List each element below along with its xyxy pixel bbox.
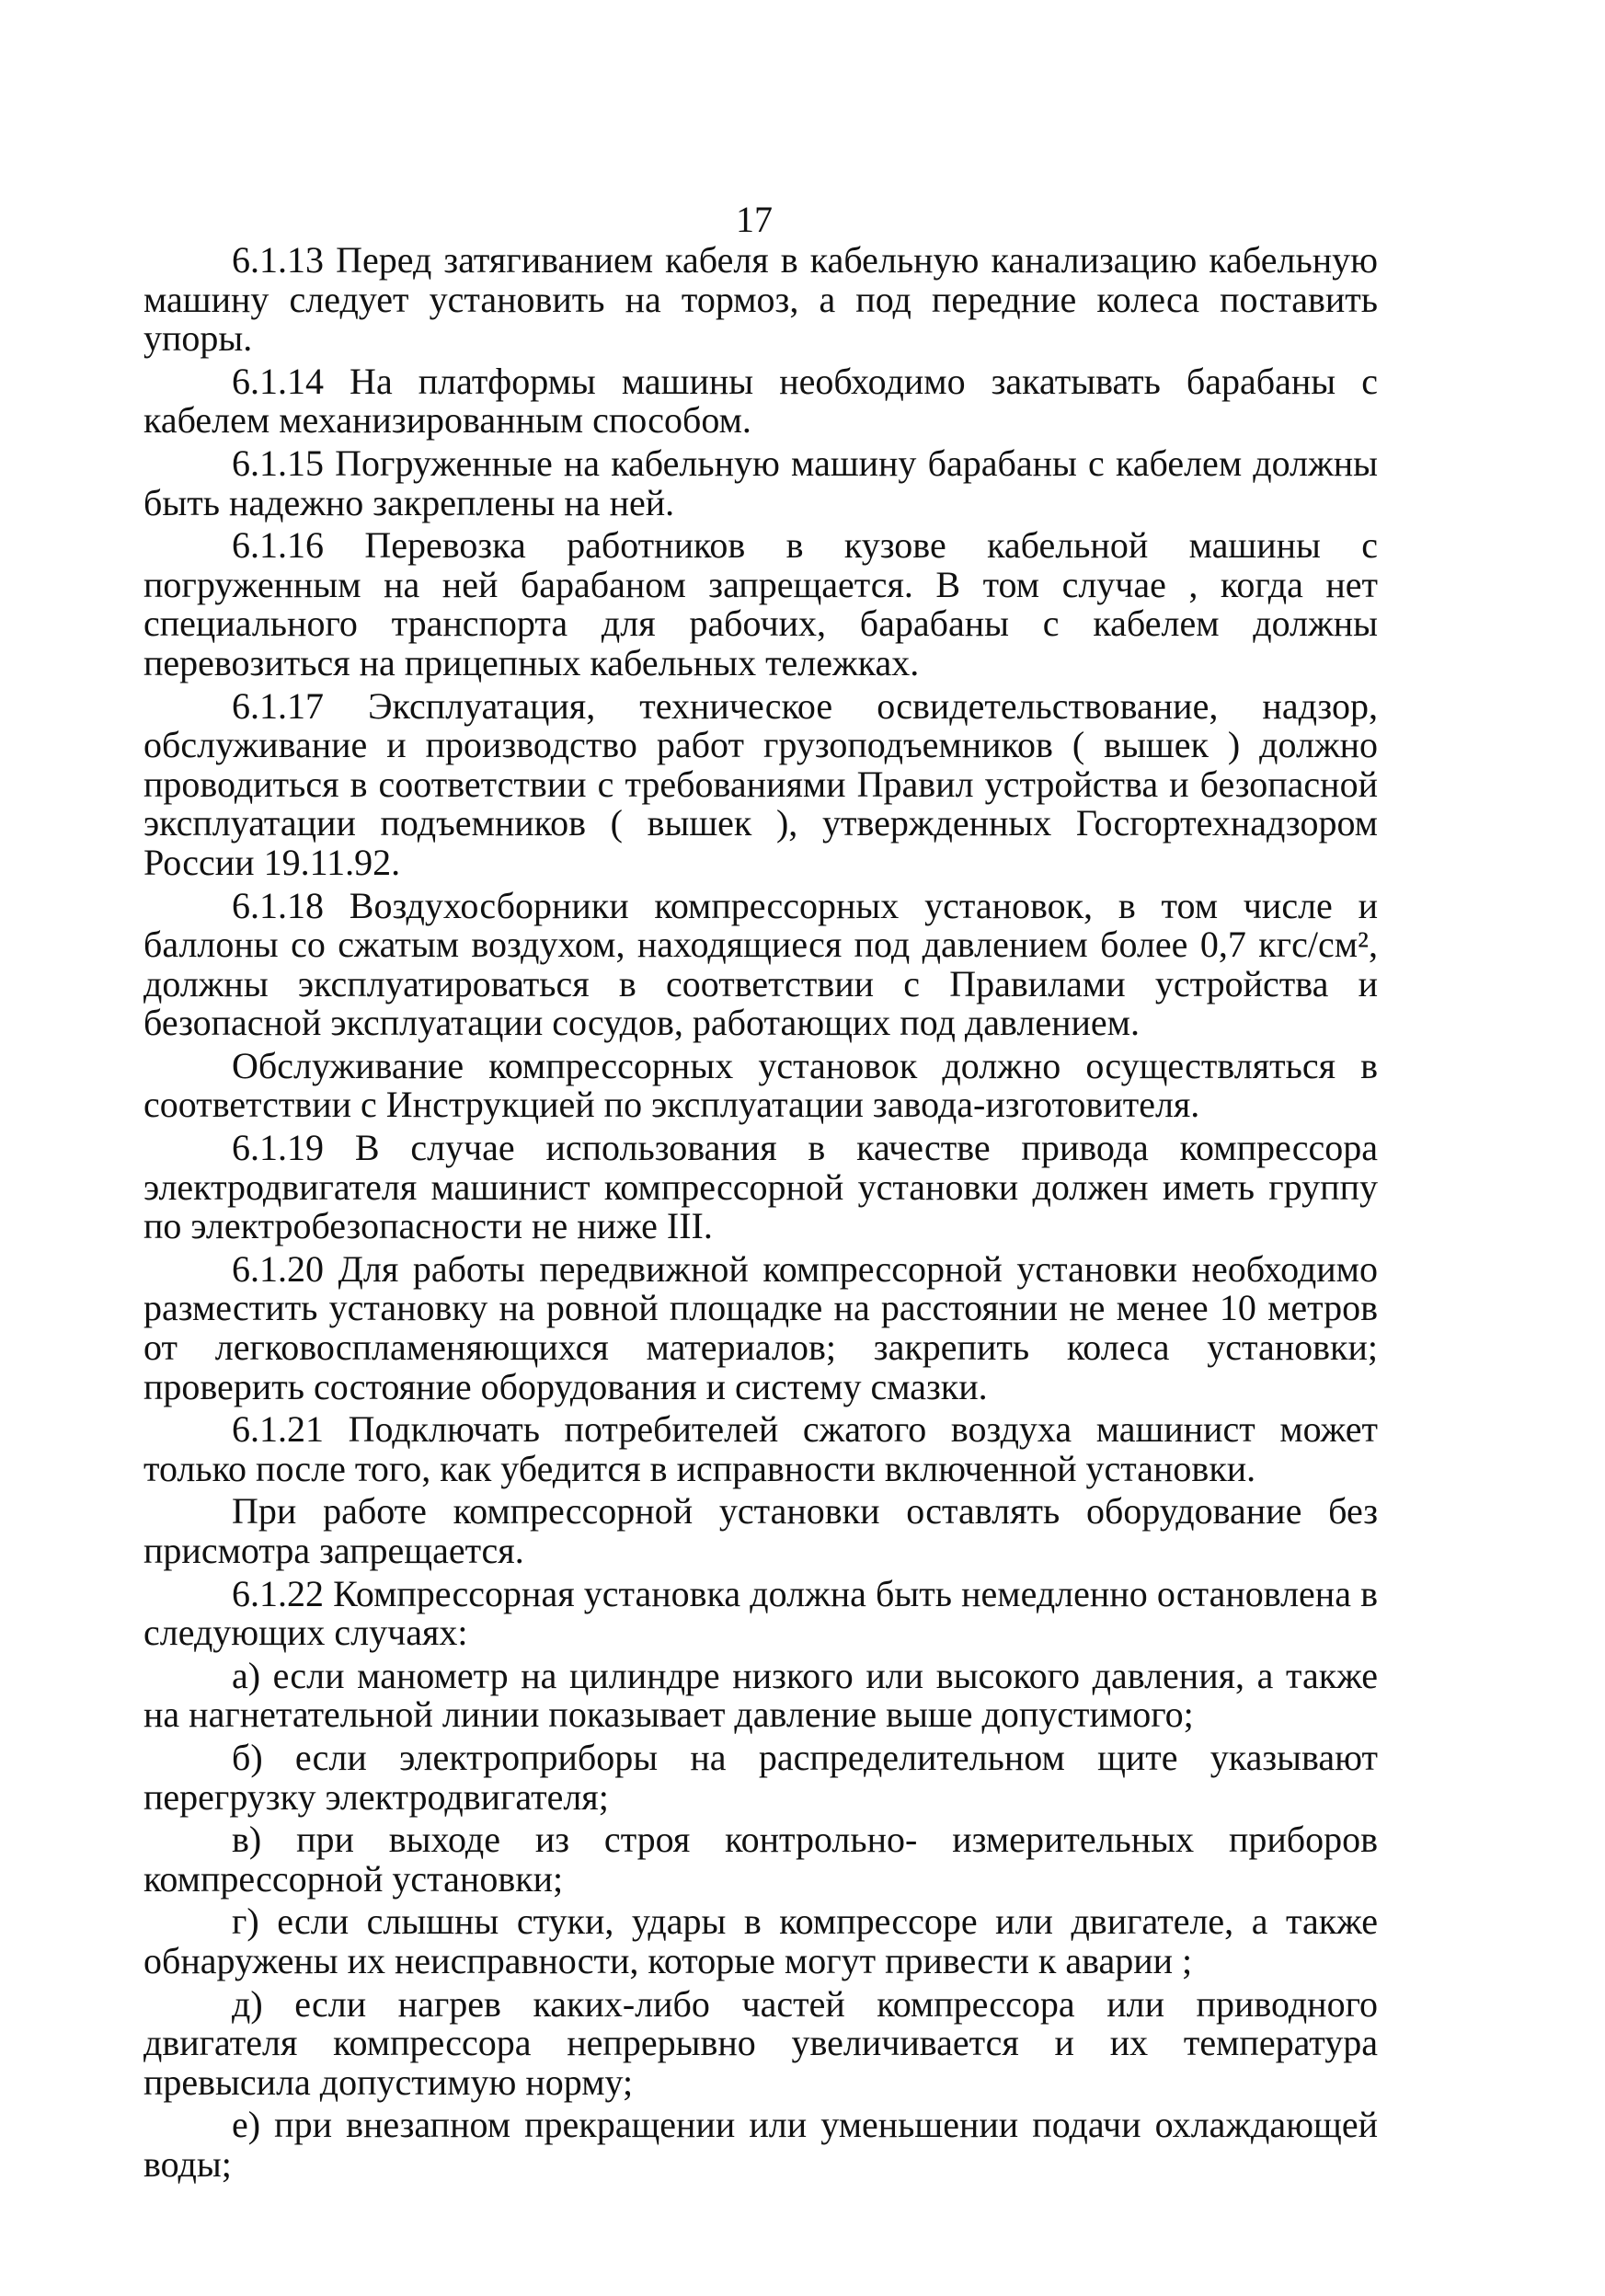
paragraph-6-1-17: 6.1.17 Эксплуатация, техническое освидетельствование, надзор, обслуживание и производство работ грузоподъемников ( вышек ) должно проводиться в соответствии с требованиями Правил устройства и безопасной эксплуатации подъемников ( вышек ), утвержденных Госгортехнадзором России 19.11.92. bbox=[143, 684, 1378, 883]
page-number: 17 bbox=[736, 199, 773, 240]
list-item-a: а) если манометр на цилиндре низкого или высокого давления, а также на нагнетательной линии показывает давление выше допустимого; bbox=[143, 1654, 1378, 1736]
paragraph-compressor-maintenance: Обслуживание компрессорных установок должно осуществляться в соответствии с Инструкцией по эксплуатации завода-изготовителя. bbox=[143, 1044, 1378, 1126]
paragraph-6-1-18: 6.1.18 Воздухосборники компрессорных установок, в том числе и баллоны со сжатым воздухом, находящиеся под давлением более 0,7 кгс/см², должны эксплуатироваться в соответствии с Правилами устройства и безопасной эксплуатации сосудов, работающих под давлением. bbox=[143, 884, 1378, 1044]
paragraph-6-1-13: 6.1.13 Перед затягиванием кабеля в кабельную канализацию кабельную машину следует установить на тормоз, а под передние колеса поставить упоры. bbox=[143, 239, 1378, 360]
paragraph-6-1-14: 6.1.14 На платформы машины необходимо закатывать барабаны с кабелем механизированным способом. bbox=[143, 360, 1378, 442]
paragraph-6-1-20: 6.1.20 Для работы передвижной компрессорной установки необходимо разместить установку на ровной площадке на расстоянии не менее 10 метров от легковоспламеняющихся материалов; закрепить колеса установки; проверить состояние оборудования и систему смазки. bbox=[143, 1247, 1378, 1407]
list-item-d: д) если нагрев каких-либо частей компрессора или приводного двигателя компрессора непрерывно увеличивается и их температура превысила допустимую норму; bbox=[143, 1982, 1378, 2103]
paragraph-6-1-22: 6.1.22 Компрессорная установка должна быть немедленно остановлена в следующих случаях: bbox=[143, 1572, 1378, 1654]
paragraph-6-1-19: 6.1.19 В случае использования в качестве привода компрессора электродвигателя машинист компрессорной установки должен иметь группу по электробезопасности не ниже III. bbox=[143, 1127, 1378, 1247]
paragraph-unattended-prohibited: При работе компрессорной установки оставлять оборудование без присмотра запрещается. bbox=[143, 1490, 1378, 1571]
list-item-g: г) если слышны стуки, удары в компрессоре или двигателе, а также обнаружены их неисправности, которые могут привести к аварии ; bbox=[143, 1900, 1378, 1981]
list-item-e: е) при внезапном прекращении или уменьшении подачи охлаждающей воды; bbox=[143, 2104, 1378, 2185]
paragraph-6-1-15: 6.1.15 Погруженные на кабельную машину барабаны с кабелем должны быть надежно закреплены на ней. bbox=[143, 442, 1378, 523]
body-text bbox=[143, 241, 1378, 2188]
list-item-b: б) если электроприборы на распределительном щите указывают перегрузку электродвигателя; bbox=[143, 1736, 1378, 1818]
paragraph-6-1-16: 6.1.16 Перевозка работников в кузове кабельной машины с погруженным на ней барабаном запрещается. В том случае , когда нет специального транспорта для рабочих, барабаны с кабелем должны перевозиться на прицепных кабельных тележках. bbox=[143, 524, 1378, 683]
paragraph-6-1-21: 6.1.21 Подключать потребителей сжатого воздуха машинист может только после того, как убедится в исправности включенной установки. bbox=[143, 1408, 1378, 1489]
list-item-v: в) при выходе из строя контрольно- измерительных приборов компрессорной установки; bbox=[143, 1819, 1378, 1900]
